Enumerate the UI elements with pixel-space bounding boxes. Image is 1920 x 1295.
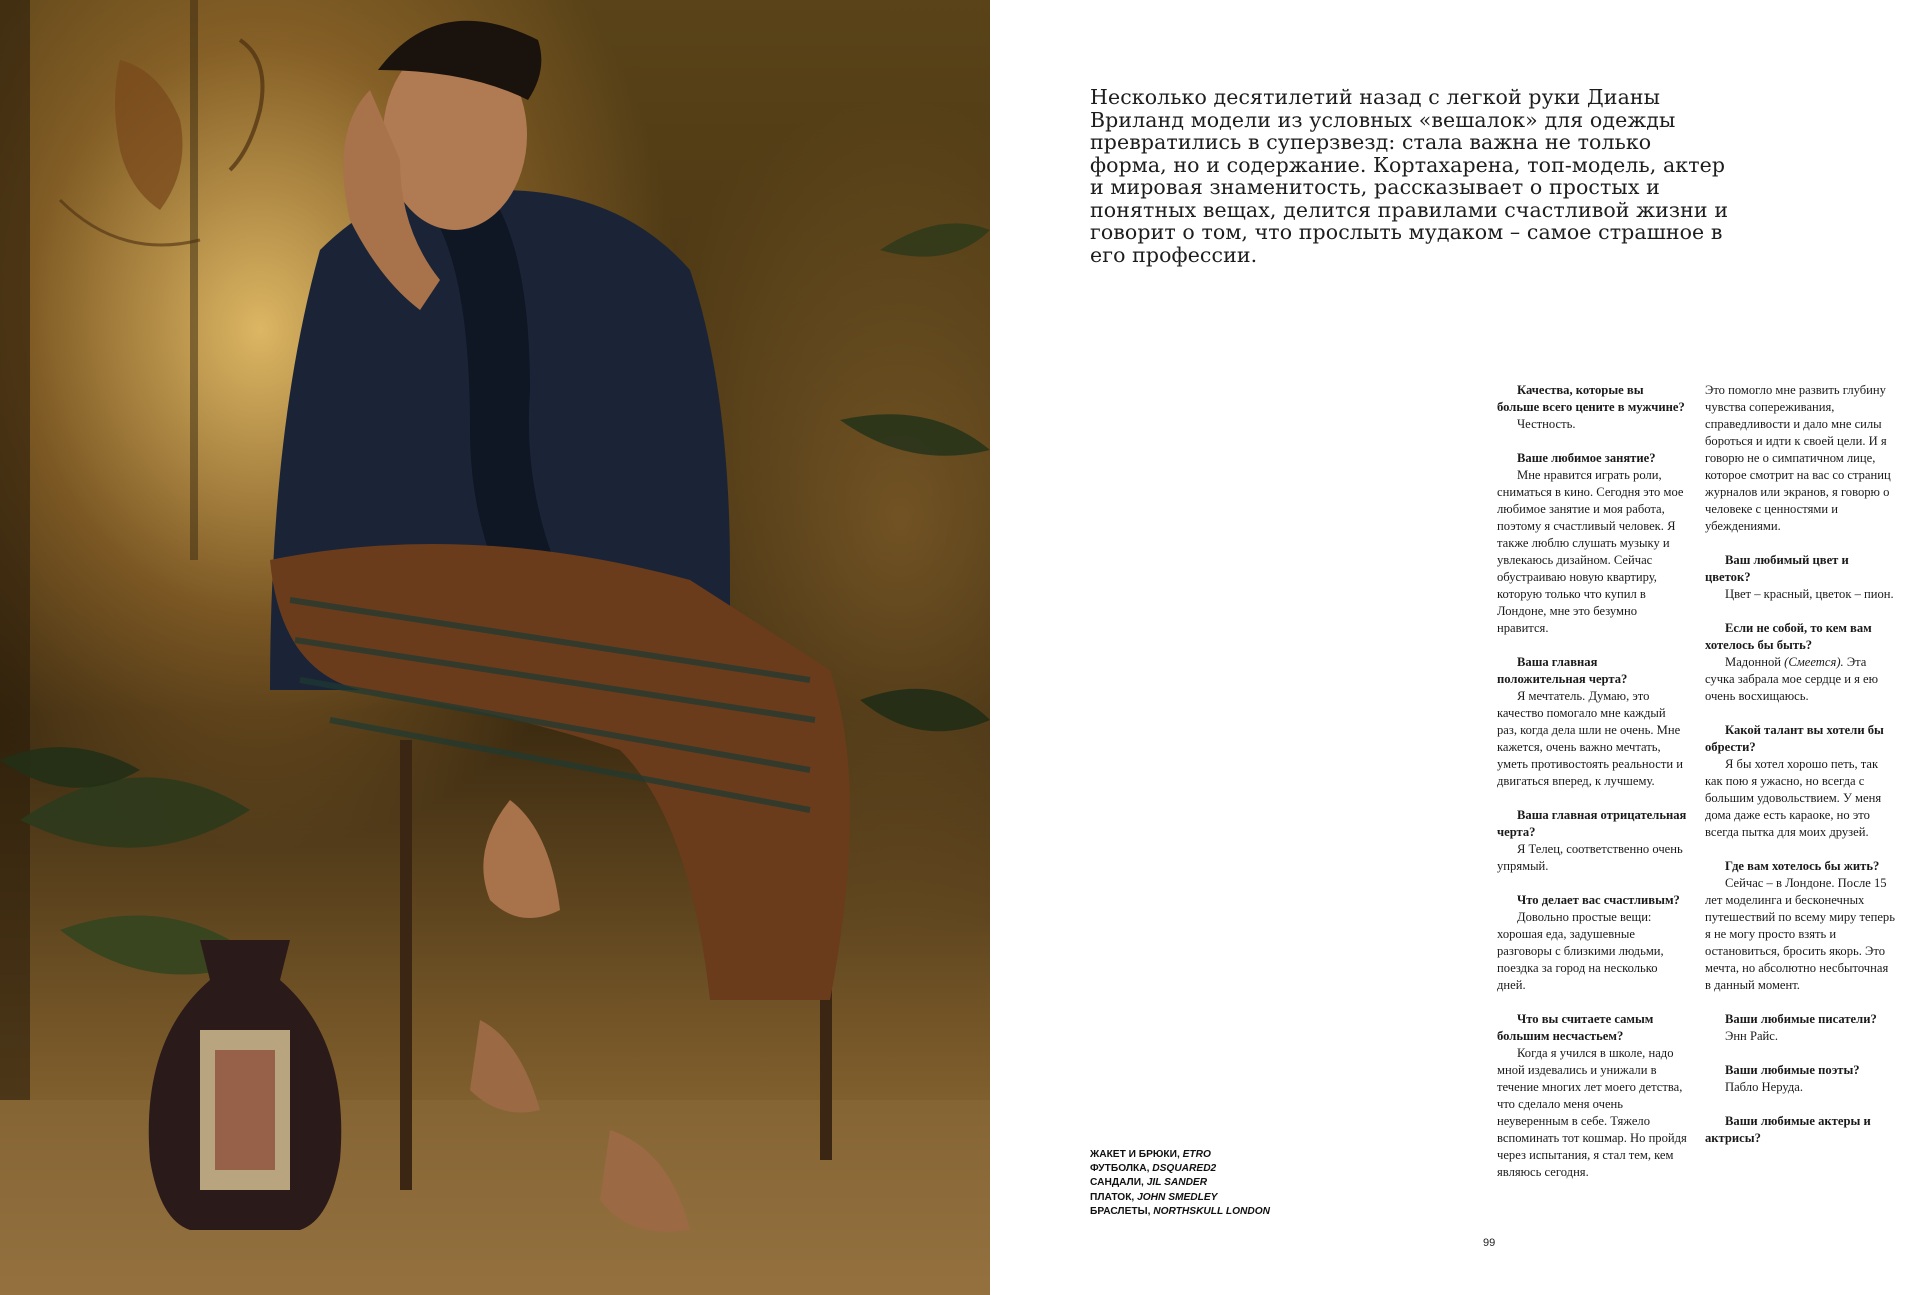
answer: Цвет – красный, цветок – пион. bbox=[1725, 587, 1894, 601]
answer: Я мечтатель. Думаю, это качество помогало мне каждый раз, когда дела шли не очень. Мне кажется, очень важно мечтать, уметь противостоять реальности и двигаться вперед, к лучшему. bbox=[1497, 689, 1683, 788]
answer-text: Мадонной bbox=[1725, 655, 1785, 669]
credit-item: САНДАЛИ, bbox=[1090, 1177, 1147, 1189]
credit-item: ПЛАТОК, bbox=[1090, 1191, 1138, 1203]
answer-text: Эта сучка забрала мое сердце и я ею очень восхищаюсь. bbox=[1705, 655, 1879, 703]
question: Ваша главная положительная черта? bbox=[1497, 655, 1628, 686]
interview-column-2 bbox=[1705, 382, 1895, 1164]
question: Ваши любимые поэты? bbox=[1725, 1063, 1860, 1077]
question: Ваш любимый цвет и цветок? bbox=[1705, 553, 1849, 584]
answer: Я бы хотел хорошо петь, так как пою я ужасно, но всегда с большим удовольствием. У меня дома даже есть караоке, но это всегда пытка для моих друзей. bbox=[1705, 757, 1882, 839]
question: Ваше любимое занятие? bbox=[1517, 451, 1656, 465]
qa-item bbox=[1705, 722, 1895, 841]
question: Какой талант вы хотели бы обрести? bbox=[1705, 723, 1884, 754]
qa-item bbox=[1497, 382, 1687, 433]
credit-brand: JOHN SMEDLEY bbox=[1137, 1191, 1218, 1203]
credit-item: ФУТБОЛКА, bbox=[1090, 1163, 1153, 1175]
credit-line bbox=[1090, 1176, 1320, 1190]
answer: Сейчас – в Лондоне. После 15 лет моделинга и бесконечных путешествий по всему миру теперь я не могу просто взять и остановиться, бросить якорь. Это мечта, но абсолютно несбыточная в данный момент. bbox=[1705, 876, 1895, 992]
question: Ваши любимые писатели? bbox=[1725, 1012, 1877, 1026]
qa-item bbox=[1705, 1062, 1895, 1096]
answer: Честность. bbox=[1517, 417, 1576, 431]
credit-brand: DSQUARED2 bbox=[1152, 1163, 1217, 1175]
answer: Энн Райс. bbox=[1725, 1029, 1779, 1043]
answer-aside: (Смеется). bbox=[1784, 655, 1844, 669]
question: Где вам хотелось бы жить? bbox=[1725, 859, 1880, 873]
qa-item bbox=[1705, 552, 1895, 603]
credit-line bbox=[1090, 1191, 1320, 1205]
credit-line bbox=[1090, 1148, 1320, 1162]
qa-item bbox=[1497, 1011, 1687, 1181]
qa-item bbox=[1705, 858, 1895, 994]
intro-paragraph: Несколько десятилетий назад с легкой руки Дианы Вриланд модели из условных «вешалок» для одежды превратились в суперзвезд: стала важна не только форма, но и содержание. Кортахарена, топ-модель, актер и мировая знаменитость, рассказывает о простых и понятных вещах, делится правилами счастливой жизни и говорит о том, что прослыть мудаком – самое страшное в его профессии. bbox=[1090, 85, 1729, 267]
qa-item bbox=[1497, 654, 1687, 790]
interview-column-1 bbox=[1497, 382, 1687, 1198]
answer-continued: Это помогло мне развить глубину чувства сопереживания, справедливости и дало мне силы бороться и идти к своей цели. И я говорю не о симпатичном лице, которое смотрит на вас со страниц журналов или экранов, я говорю о человеке с ценностями и убеждениями. bbox=[1705, 383, 1891, 533]
question: Ваша главная отрицательная черта? bbox=[1497, 808, 1687, 839]
credit-brand: JIL SANDER bbox=[1146, 1177, 1208, 1189]
qa-item bbox=[1497, 807, 1687, 875]
qa-item bbox=[1497, 450, 1687, 637]
question: Что делает вас счастливым? bbox=[1517, 893, 1680, 907]
clothing-credits bbox=[1090, 1148, 1320, 1219]
credit-brand: NORTHSKULL LONDON bbox=[1153, 1205, 1271, 1217]
question: Если не собой, то кем вам хотелось бы быть? bbox=[1705, 621, 1872, 652]
answer: Пабло Неруда. bbox=[1725, 1080, 1803, 1094]
answer: Мне нравится играть роли, сниматься в кино. Сегодня это мое любимое занятие и моя работа, поэтому я счастливый человек. Я также люблю слушать музыку и увлекаюсь дизайном. Сейчас обустраиваю новую квартиру, которую только что купил в Лондоне, мне это безумно нравится. bbox=[1497, 468, 1684, 635]
qa-item bbox=[1705, 620, 1895, 705]
answer bbox=[1705, 654, 1895, 705]
answer: Довольно простые вещи: хорошая еда, задушевные разговоры с близкими людьми, поездка за город на несколько дней. bbox=[1497, 910, 1664, 992]
answer: Я Телец, соответственно очень упрямый. bbox=[1497, 842, 1683, 873]
qa-item bbox=[1705, 1011, 1895, 1045]
credit-item: ЖАКЕТ И БРЮКИ, bbox=[1090, 1149, 1183, 1160]
qa-item bbox=[1705, 1113, 1895, 1147]
qa-item bbox=[1497, 892, 1687, 994]
credit-item: БРАСЛЕТЫ, bbox=[1090, 1205, 1154, 1217]
credit-line bbox=[1090, 1205, 1320, 1219]
page-number: 99 bbox=[1483, 1237, 1496, 1249]
question: Ваши любимые актеры и актрисы? bbox=[1705, 1114, 1871, 1145]
credit-brand: ETRO bbox=[1182, 1149, 1211, 1160]
qa-continuation bbox=[1705, 382, 1895, 535]
credit-line bbox=[1090, 1162, 1320, 1176]
question: Что вы считаете самым большим несчастьем? bbox=[1497, 1012, 1654, 1043]
answer: Когда я учился в школе, надо мной издевались и унижали в течение многих лет моего детства, что сделало меня очень неуверенным в себе. Тяжело вспоминать тот кошмар. Но пройдя через испытания, я стал тем, кем являюсь сегодня. bbox=[1497, 1046, 1687, 1179]
question: Качества, которые вы больше всего цените в мужчине? bbox=[1497, 383, 1685, 414]
